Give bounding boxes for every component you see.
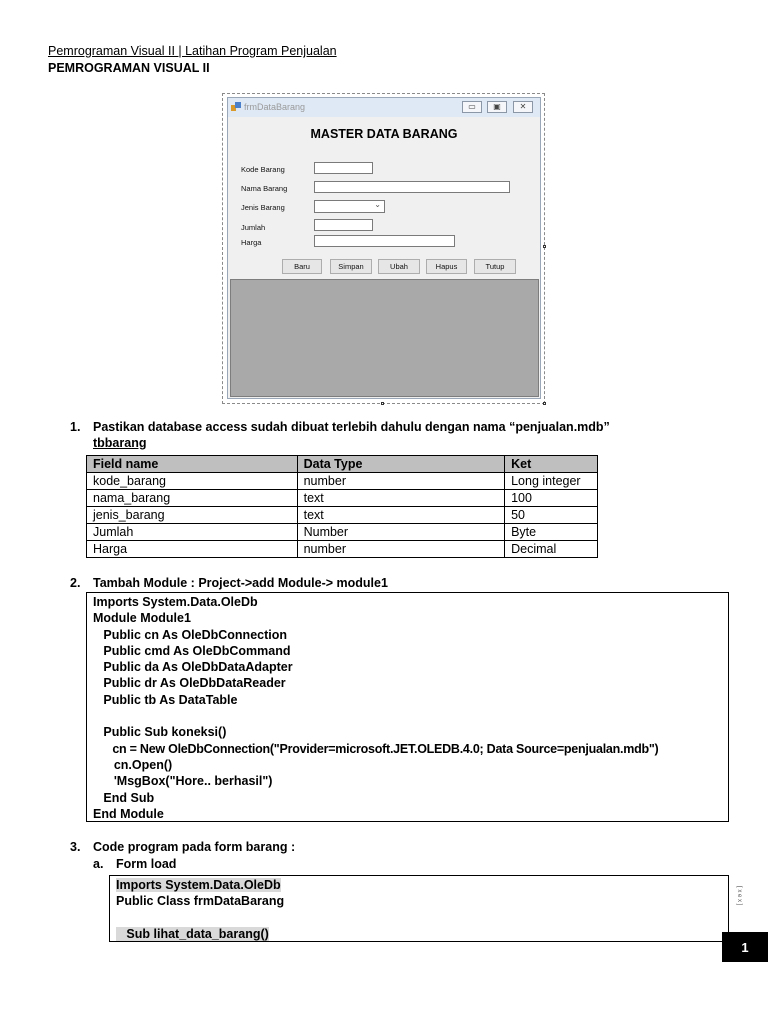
step2-text: Tambah Module : Project->add Module-> module1 <box>93 576 388 590</box>
jenis-barang-select[interactable] <box>314 200 385 213</box>
table-cell: 100 <box>505 490 598 507</box>
data-grid-view[interactable] <box>230 279 539 397</box>
table-row <box>87 541 598 558</box>
table-cell: nama_barang <box>87 490 298 507</box>
table-cell: Long integer <box>505 473 598 490</box>
code-line <box>116 910 722 926</box>
code-line: Imports System.Data.OleDb <box>93 595 258 609</box>
label-jenis-barang: Jenis Barang <box>241 203 285 212</box>
step1-number: 1. <box>70 420 81 434</box>
label-kode-barang: Kode Barang <box>241 165 285 174</box>
step3a-letter: a. <box>93 857 104 871</box>
hapus-button[interactable]: Hapus <box>426 259 467 274</box>
table-cell: Byte <box>505 524 598 541</box>
simpan-button[interactable]: Simpan <box>330 259 372 274</box>
code-line: cn.Open() <box>93 757 173 772</box>
code-line: Public Sub koneksi() <box>93 725 227 740</box>
form-heading: MASTER DATA BARANG <box>310 127 458 141</box>
step1-text: Pastikan database access sudah dibuat terlebih dahulu dengan nama “penjualan.mdb” <box>93 420 610 434</box>
code-line: cn = New OleDbConnection("Provider=microsoft.JET.OLEDB.4.0; Data Source=penjualan.mdb") <box>93 741 659 756</box>
code-line: Sub lihat_data_barang() <box>116 926 269 941</box>
form-titlebar <box>228 98 540 117</box>
table-cell: 50 <box>505 507 598 524</box>
code-line: Module Module1 <box>93 611 191 626</box>
form-window <box>227 97 541 399</box>
chevron-down-icon: ⌄ <box>374 200 381 209</box>
table-cell: Number <box>297 524 505 541</box>
code-line: Public Class frmDataBarang <box>116 894 285 909</box>
table-header-row <box>87 456 598 473</box>
code-line <box>93 708 722 724</box>
code-line: Public dr As OleDbDataReader <box>93 676 286 691</box>
table-cell: Jumlah <box>87 524 298 541</box>
step3a-text: Form load <box>116 857 177 871</box>
ubah-button[interactable]: Ubah <box>378 259 420 274</box>
code-line: End Module <box>93 806 164 821</box>
page-number: 1 <box>722 932 768 962</box>
table-row <box>87 490 598 507</box>
app-icon <box>231 102 241 112</box>
table-cell: Decimal <box>505 541 598 558</box>
harga-input[interactable] <box>314 235 455 247</box>
label-jumlah: Jumlah <box>241 223 266 232</box>
resize-handle-bottom[interactable] <box>381 402 384 405</box>
resize-handle-corner[interactable] <box>543 402 546 405</box>
step3-number: 3. <box>70 840 81 854</box>
document-header-subtitle: PEMROGRAMAN VISUAL II <box>48 61 210 75</box>
step3-text: Code program pada form barang : <box>93 840 296 854</box>
table-cell: number <box>297 473 505 490</box>
jumlah-input[interactable] <box>314 219 373 231</box>
kode-barang-input[interactable] <box>314 162 373 174</box>
code-line: Public tb As DataTable <box>93 692 238 707</box>
code-line: 'MsgBox("Hore.. berhasil") <box>93 774 273 789</box>
fields-table <box>86 455 598 558</box>
module-code-box <box>86 592 729 822</box>
code-line: End Sub <box>93 790 155 805</box>
table-cell: number <box>297 541 505 558</box>
minimize-button[interactable]: ▭ <box>462 101 482 113</box>
header-field-name: Field name <box>87 456 298 473</box>
step2-number: 2. <box>70 576 81 590</box>
form-window-title: frmDataBarang <box>244 102 306 112</box>
table-cell: kode_barang <box>87 473 298 490</box>
header-data-type: Data Type <box>297 456 505 473</box>
resize-handle-right[interactable] <box>543 245 546 248</box>
label-harga: Harga <box>241 238 262 247</box>
close-button[interactable]: ✕ <box>513 101 533 113</box>
header-ket: Ket <box>505 456 598 473</box>
baru-button[interactable]: Baru <box>282 259 322 274</box>
document-header-title: Pemrograman Visual II | Latihan Program Penjualan <box>48 44 337 58</box>
table-cell: text <box>297 507 505 524</box>
table-cell: Harga <box>87 541 298 558</box>
form-load-code-box <box>109 875 729 942</box>
code-line: Public da As OleDbDataAdapter <box>93 660 293 675</box>
table-row <box>87 473 598 490</box>
code-line: Public cmd As OleDbCommand <box>93 643 291 658</box>
label-nama-barang: Nama Barang <box>241 184 288 193</box>
code-line: Imports System.Data.OleDb <box>116 878 281 892</box>
maximize-button[interactable]: ▣ <box>487 101 507 113</box>
table-name: tbbarang <box>93 436 147 450</box>
margin-mark: [ x e x ] <box>736 886 742 906</box>
table-row <box>87 524 598 541</box>
table-cell: text <box>297 490 505 507</box>
table-cell: jenis_barang <box>87 507 298 524</box>
table-row <box>87 507 598 524</box>
code-line: Public cn As OleDbConnection <box>93 627 288 642</box>
nama-barang-input[interactable] <box>314 181 510 193</box>
tutup-button[interactable]: Tutup <box>474 259 516 274</box>
